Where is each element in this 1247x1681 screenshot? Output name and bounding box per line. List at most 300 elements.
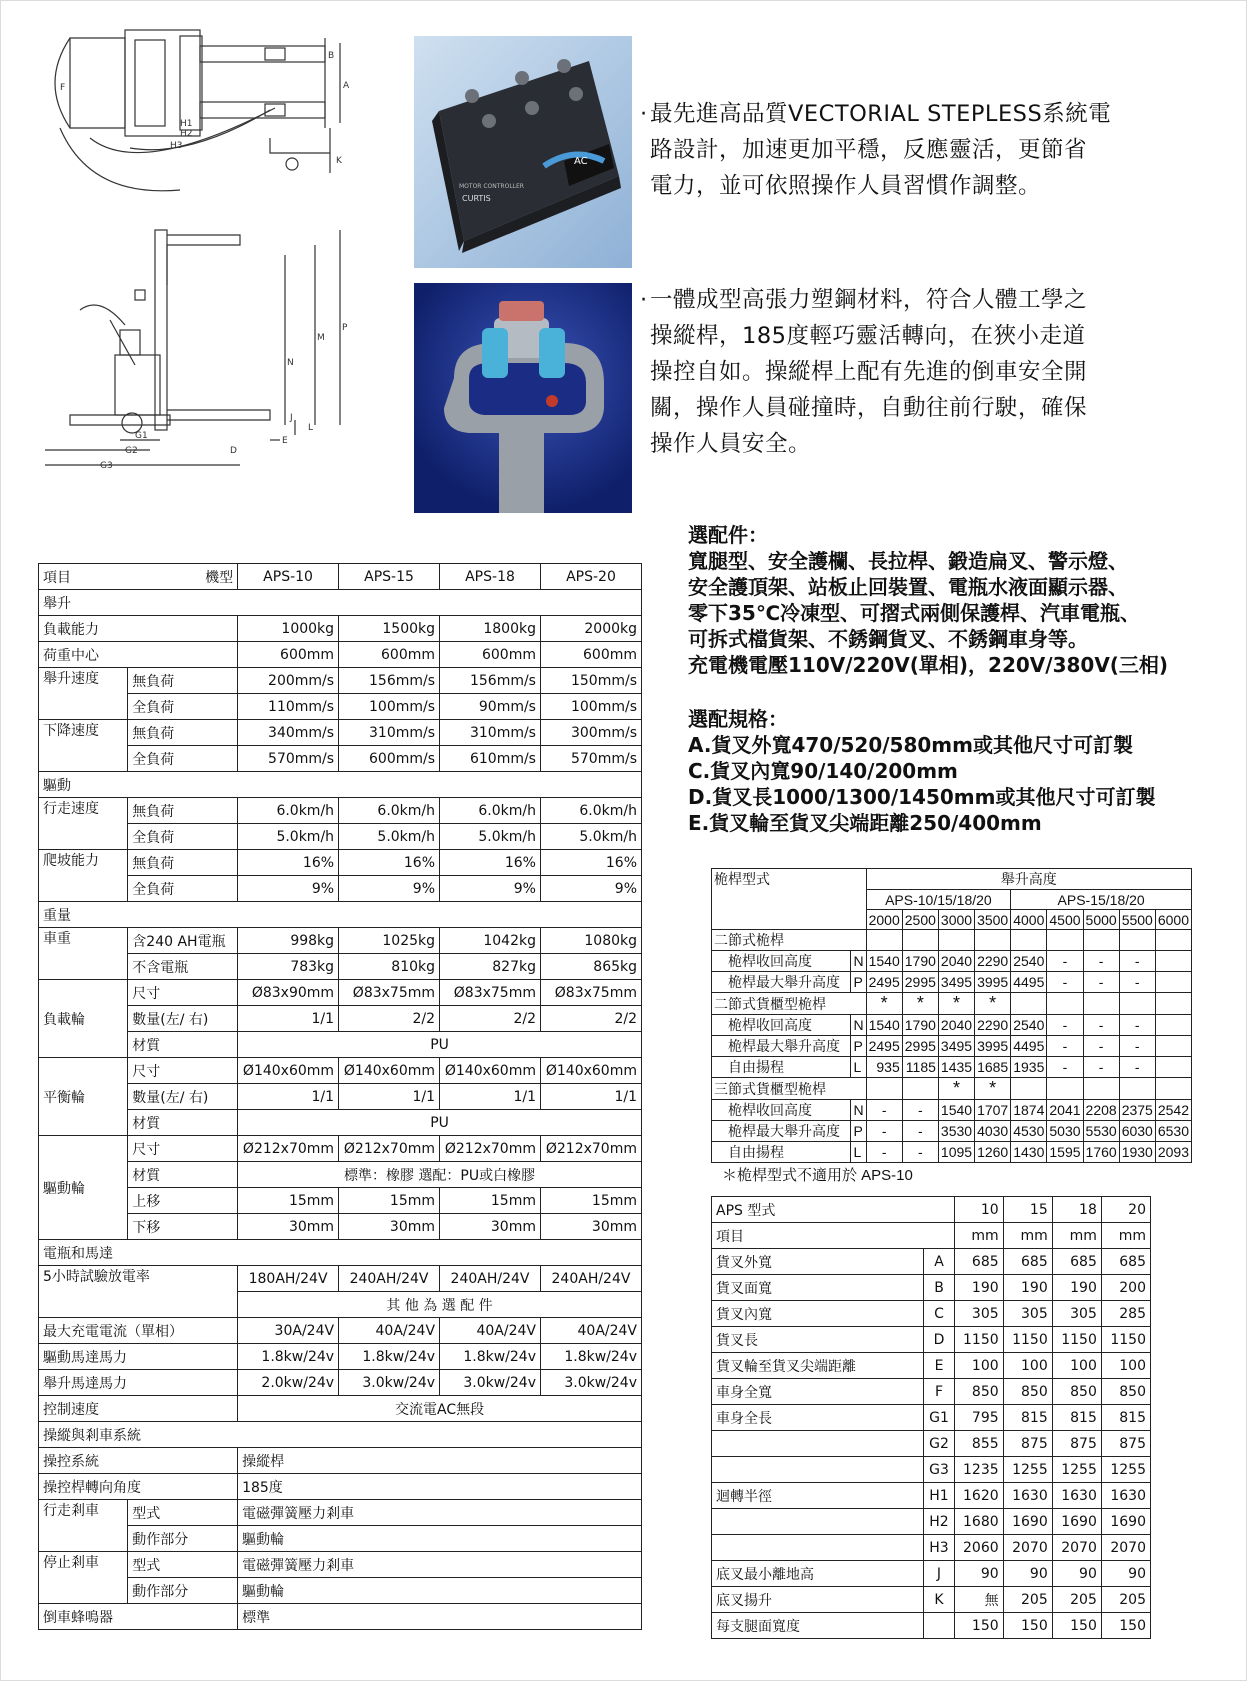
table-row bbox=[712, 1561, 1151, 1587]
value-cell: 850 bbox=[954, 1379, 1003, 1405]
value-cell: 1150 bbox=[1101, 1327, 1150, 1353]
row-label: 平衡輪 bbox=[39, 1058, 128, 1136]
value-cell bbox=[1155, 1036, 1191, 1057]
dim-label-b: B bbox=[328, 51, 335, 61]
value-cell: 2290 bbox=[975, 1015, 1011, 1036]
dim-label-d: D bbox=[230, 446, 237, 456]
value-cell: 685 bbox=[1052, 1249, 1101, 1275]
value-cell: 2540 bbox=[1011, 1015, 1047, 1036]
options-line: 寬腿型、安全護欄、長拉桿、鍛造扁叉、警示燈、 bbox=[688, 549, 1128, 573]
row-label: 貨叉長 bbox=[712, 1327, 924, 1353]
mast-group-row bbox=[712, 993, 1192, 1015]
row-label: 桅桿最大舉升高度 bbox=[712, 1036, 851, 1057]
value-cell: 200 bbox=[1101, 1275, 1150, 1301]
table-row: 上移 15mm 15mm 15mm 15mm bbox=[39, 1188, 642, 1214]
table-row: 操控系統 操縱桿 bbox=[39, 1448, 642, 1474]
mast-group-title: 三節式貨櫃型桅桿 bbox=[712, 1078, 867, 1100]
row-label: 驅動馬達馬力 bbox=[39, 1344, 238, 1370]
value-cell: 2995 bbox=[902, 972, 938, 993]
row-code: H3 bbox=[924, 1535, 954, 1561]
value-cell bbox=[1155, 951, 1191, 972]
value-cell: 815 bbox=[1052, 1405, 1101, 1431]
value-cell: 4495 bbox=[1011, 1036, 1047, 1057]
value-cell: 2495 bbox=[866, 1036, 902, 1057]
value-cell: 815 bbox=[1003, 1405, 1052, 1431]
table-row: 材質 標準：橡膠 選配：PU或白橡膠 bbox=[39, 1162, 642, 1188]
row-label: 貨叉面寬 bbox=[712, 1275, 924, 1301]
value-cell: 150 bbox=[1003, 1613, 1052, 1639]
model-header: APS-20 bbox=[540, 564, 641, 590]
value-cell: 1255 bbox=[1101, 1457, 1150, 1483]
table-row: 行走剎車 型式 電磁彈簧壓力剎車 bbox=[39, 1500, 642, 1526]
value-cell: 1430 bbox=[1011, 1142, 1047, 1163]
row-code: L bbox=[851, 1057, 866, 1078]
row-label: 迴轉半徑 bbox=[712, 1483, 924, 1509]
value-cell: 1690 bbox=[1101, 1509, 1150, 1535]
value-cell: - bbox=[1047, 951, 1083, 972]
feature-line: 操作人員安全。 bbox=[650, 431, 812, 457]
table-row: 荷重中心 600mm 600mm 600mm 600mm bbox=[39, 642, 642, 668]
value-cell: 3995 bbox=[975, 972, 1011, 993]
value-cell: 2375 bbox=[1119, 1100, 1155, 1121]
row-label: 行走速度 bbox=[39, 798, 128, 850]
feature-line: 路設計，加速更加平穩，反應靈活，更節省 bbox=[650, 137, 1088, 163]
row-code: L bbox=[851, 1142, 866, 1163]
header-cell: APS-10/15/18/20 bbox=[866, 890, 1011, 910]
value-cell: 190 bbox=[1052, 1275, 1101, 1301]
value-cell: - bbox=[866, 1100, 902, 1121]
table-row: 全負荷 110mm/s 100mm/s 90mm/s 100mm/s bbox=[39, 694, 642, 720]
star-mark bbox=[866, 1078, 902, 1100]
row-label bbox=[712, 1509, 924, 1535]
mast-note: ＊桅桿型式不適用於 APS-10 bbox=[722, 1167, 913, 1184]
row-code bbox=[924, 1613, 954, 1639]
option-spec-line: C.貨叉內寬90/140/200mm bbox=[688, 759, 958, 783]
value-cell: 1260 bbox=[975, 1142, 1011, 1163]
table-row bbox=[712, 1301, 1151, 1327]
value-cell: 1690 bbox=[1052, 1509, 1101, 1535]
row-label: 爬坡能力 bbox=[39, 850, 128, 902]
value-cell: 3530 bbox=[938, 1121, 974, 1142]
table-row: 驅動馬達馬力 1.8kw/24v 1.8kw/24v 1.8kw/24v 1.8kw/24v bbox=[39, 1344, 642, 1370]
value-cell: 2060 bbox=[954, 1535, 1003, 1561]
row-code: B bbox=[924, 1275, 954, 1301]
value-cell: 1685 bbox=[975, 1057, 1011, 1078]
table-row bbox=[712, 1483, 1151, 1509]
value-cell bbox=[1155, 972, 1191, 993]
table-row bbox=[712, 1353, 1151, 1379]
controller-photo bbox=[414, 36, 632, 268]
row-label bbox=[712, 1535, 924, 1561]
value-cell: 935 bbox=[866, 1057, 902, 1078]
star-mark bbox=[1155, 1078, 1191, 1100]
value-cell: 1540 bbox=[866, 1015, 902, 1036]
table-row: 爬坡能力 無負荷 16% 16% 16% 16% bbox=[39, 850, 642, 876]
value-cell: 1935 bbox=[1011, 1057, 1047, 1078]
table-row: APS 型式 10 15 18 20 bbox=[712, 1197, 1151, 1223]
feature-line: 操控自如。操縱桿上配有先進的倒車安全開 bbox=[650, 359, 1088, 385]
row-label: 桅桿最大舉升高度 bbox=[712, 1121, 851, 1142]
dim-label-g3: G3 bbox=[100, 461, 113, 471]
value-cell: 2040 bbox=[938, 951, 974, 972]
star-mark bbox=[1155, 930, 1191, 951]
table-row: 數量(左/ 右) 1/1 2/2 2/2 2/2 bbox=[39, 1006, 642, 1032]
table-row bbox=[712, 972, 1192, 993]
mast-group-title: 二節式桅桿 bbox=[712, 930, 867, 951]
table-row: 下降速度 無負荷 340mm/s 310mm/s 310mm/s 300mm/s bbox=[39, 720, 642, 746]
row-label: 5小時試驗放電率 bbox=[39, 1266, 238, 1318]
row-label: 荷重中心 bbox=[39, 642, 238, 668]
table-row bbox=[712, 1509, 1151, 1535]
value-cell: - bbox=[1083, 1015, 1119, 1036]
value-cell: 2041 bbox=[1047, 1100, 1083, 1121]
model-header: APS-10 bbox=[238, 564, 339, 590]
value-cell: 2540 bbox=[1011, 951, 1047, 972]
header-cell: APS 型式 bbox=[712, 1197, 955, 1223]
value-cell: 1150 bbox=[1003, 1327, 1052, 1353]
section-row bbox=[39, 590, 642, 616]
value-cell: 90 bbox=[1003, 1561, 1052, 1587]
table-row bbox=[712, 1015, 1192, 1036]
value-cell bbox=[1155, 1057, 1191, 1078]
value-cell: - bbox=[1119, 1015, 1155, 1036]
star-mark bbox=[1119, 1078, 1155, 1100]
value-cell: - bbox=[1083, 972, 1119, 993]
value-cell: 1790 bbox=[902, 951, 938, 972]
table-row: 負載能力 1000kg 1500kg 1800kg 2000kg bbox=[39, 616, 642, 642]
dim-label-e: E bbox=[282, 436, 288, 446]
value-cell: 3995 bbox=[975, 1036, 1011, 1057]
row-label: 操控系統 bbox=[39, 1448, 238, 1474]
value-cell: 1435 bbox=[938, 1057, 974, 1078]
value-cell: 4495 bbox=[1011, 972, 1047, 993]
row-label bbox=[712, 1457, 924, 1483]
header-cell: APS-15/18/20 bbox=[1011, 890, 1192, 910]
star-mark bbox=[1011, 993, 1047, 1015]
table-row: 其 他 為 選 配 件 bbox=[39, 1292, 642, 1318]
value-cell: - bbox=[902, 1142, 938, 1163]
value-cell: - bbox=[866, 1121, 902, 1142]
row-label: 車身全長 bbox=[712, 1405, 924, 1431]
row-label: 驅動輪 bbox=[39, 1136, 128, 1240]
value-cell: 875 bbox=[1101, 1431, 1150, 1457]
value-cell: 1630 bbox=[1101, 1483, 1150, 1509]
value-cell: 100 bbox=[954, 1353, 1003, 1379]
value-cell bbox=[1155, 1015, 1191, 1036]
value-cell: 2995 bbox=[902, 1036, 938, 1057]
star-mark: * bbox=[975, 993, 1011, 1015]
row-label bbox=[712, 1431, 924, 1457]
value-cell: 1930 bbox=[1119, 1142, 1155, 1163]
star-mark bbox=[1083, 993, 1119, 1015]
value-cell: 1255 bbox=[1052, 1457, 1101, 1483]
section-title: 操縱與剎車系統 bbox=[39, 1422, 642, 1448]
dim-label-l: L bbox=[308, 423, 314, 433]
value-cell: - bbox=[1083, 1057, 1119, 1078]
star-mark bbox=[1083, 930, 1119, 951]
value-cell: 1874 bbox=[1011, 1100, 1047, 1121]
row-label: 負載輪 bbox=[39, 980, 128, 1058]
star-mark: * bbox=[902, 993, 938, 1015]
row-code: N bbox=[851, 1015, 866, 1036]
row-label: 舉升馬達馬力 bbox=[39, 1370, 238, 1396]
table-row: 動作部分 驅動輪 bbox=[39, 1578, 642, 1604]
mast-table bbox=[711, 868, 1192, 1163]
value-cell: 850 bbox=[1101, 1379, 1150, 1405]
value-cell: 855 bbox=[954, 1431, 1003, 1457]
table-row: 不含電瓶 783kg 810kg 827kg 865kg bbox=[39, 954, 642, 980]
row-code: P bbox=[851, 1121, 866, 1142]
value-cell: 815 bbox=[1101, 1405, 1150, 1431]
value-cell: 1185 bbox=[902, 1057, 938, 1078]
star-mark bbox=[902, 930, 938, 951]
dim-label-g1: G1 bbox=[135, 431, 148, 441]
options-line: 可拆式檔貨架、不銹鋼貨叉、不銹鋼車身等。 bbox=[688, 627, 1088, 651]
value-cell: 1680 bbox=[954, 1509, 1003, 1535]
table-row bbox=[712, 1379, 1151, 1405]
value-cell: - bbox=[1047, 1015, 1083, 1036]
value-cell: 1630 bbox=[1052, 1483, 1101, 1509]
star-mark bbox=[1083, 1078, 1119, 1100]
row-label: 底叉揚升 bbox=[712, 1587, 924, 1613]
section-title: 重量 bbox=[39, 902, 642, 928]
value-cell: 1790 bbox=[902, 1015, 938, 1036]
table-row: 負載輪 尺寸 Ø83x90mm Ø83x75mm Ø83x75mm Ø83x75mm bbox=[39, 980, 642, 1006]
section-title: 舉升 bbox=[39, 590, 642, 616]
row-code: F bbox=[924, 1379, 954, 1405]
table-row: 材質 PU bbox=[39, 1110, 642, 1136]
value-cell: 2070 bbox=[1101, 1535, 1150, 1561]
row-label: 貨叉內寬 bbox=[712, 1301, 924, 1327]
dim-label-h2: H2 bbox=[180, 129, 193, 139]
row-label: 最大充電電流（單相） bbox=[39, 1318, 238, 1344]
dim-label-g2: G2 bbox=[125, 446, 138, 456]
table-row bbox=[712, 951, 1192, 972]
value-cell: - bbox=[866, 1142, 902, 1163]
value-cell: 90 bbox=[954, 1561, 1003, 1587]
row-label: 桅桿收回高度 bbox=[712, 951, 851, 972]
value-cell: 1540 bbox=[938, 1100, 974, 1121]
value-cell: 4030 bbox=[975, 1121, 1011, 1142]
row-label: 控制速度 bbox=[39, 1396, 238, 1422]
row-label: 桅桿最大舉升高度 bbox=[712, 972, 851, 993]
height-header: 6000 bbox=[1155, 910, 1191, 930]
star-mark: * bbox=[975, 1078, 1011, 1100]
table-row: 控制速度 交流電AC無段 bbox=[39, 1396, 642, 1422]
value-cell: 305 bbox=[1003, 1301, 1052, 1327]
value-cell: 685 bbox=[1003, 1249, 1052, 1275]
star-mark bbox=[1011, 930, 1047, 951]
row-code: D bbox=[924, 1327, 954, 1353]
value-cell: 150 bbox=[954, 1613, 1003, 1639]
height-header: 4000 bbox=[1011, 910, 1047, 930]
table-row bbox=[712, 1275, 1151, 1301]
table-row: 動作部分 驅動輪 bbox=[39, 1526, 642, 1552]
table-row bbox=[712, 1121, 1192, 1142]
table-row: 行走速度 無負荷 6.0km/h 6.0km/h 6.0km/h 6.0km/h bbox=[39, 798, 642, 824]
dim-label-f: F bbox=[60, 83, 66, 93]
options-section bbox=[688, 522, 1228, 836]
table-row: 舉升馬達馬力 2.0kw/24v 3.0kw/24v 3.0kw/24v 3.0kw/24v bbox=[39, 1370, 642, 1396]
row-code: K bbox=[924, 1587, 954, 1613]
value-cell: - bbox=[902, 1121, 938, 1142]
height-header: 5500 bbox=[1119, 910, 1155, 930]
value-cell: 305 bbox=[1052, 1301, 1101, 1327]
mast-group-row bbox=[712, 930, 1192, 951]
value-cell: 4530 bbox=[1011, 1121, 1047, 1142]
star-mark bbox=[1011, 1078, 1047, 1100]
star-mark: * bbox=[938, 993, 974, 1015]
value-cell: - bbox=[902, 1100, 938, 1121]
handle-photo bbox=[414, 283, 632, 513]
table-row: 車重 含240 AH電瓶 998kg 1025kg 1042kg 1080kg bbox=[39, 928, 642, 954]
row-code: P bbox=[851, 972, 866, 993]
value-cell: 1095 bbox=[938, 1142, 974, 1163]
row-code: N bbox=[851, 1100, 866, 1121]
row-label: 桅桿收回高度 bbox=[712, 1015, 851, 1036]
star-mark bbox=[1155, 993, 1191, 1015]
option-spec-line: E.貨叉輪至貨叉尖端距離250/400mm bbox=[688, 811, 1042, 835]
table-row: 最大充電電流（單相） 30A/24V 40A/24V 40A/24V 40A/24V bbox=[39, 1318, 642, 1344]
height-header: 5000 bbox=[1083, 910, 1119, 930]
value-cell: 1255 bbox=[1003, 1457, 1052, 1483]
side-view-drawing bbox=[40, 225, 370, 515]
table-row: 5小時試驗放電率 180AH/24V 240AH/24V 240AH/24V 240AH/24V bbox=[39, 1266, 642, 1292]
dim-label-m: M bbox=[317, 333, 325, 343]
row-label: 車重 bbox=[39, 928, 128, 980]
table-row: 下移 30mm 30mm 30mm 30mm bbox=[39, 1214, 642, 1240]
dim-label-p: P bbox=[342, 323, 348, 333]
option-spec-line: D.貨叉長1000/1300/1450mm或其他尺寸可訂製 bbox=[688, 785, 1156, 809]
value-cell: 795 bbox=[954, 1405, 1003, 1431]
value-cell: - bbox=[1119, 1036, 1155, 1057]
value-cell: 2070 bbox=[1052, 1535, 1101, 1561]
row-code: N bbox=[851, 951, 866, 972]
section-row bbox=[39, 1240, 642, 1266]
value-cell: - bbox=[1047, 1036, 1083, 1057]
star-mark: * bbox=[938, 1078, 974, 1100]
value-cell: 1760 bbox=[1083, 1142, 1119, 1163]
section-title: 驅動 bbox=[39, 772, 642, 798]
value-cell: 100 bbox=[1003, 1353, 1052, 1379]
star-mark bbox=[1047, 930, 1083, 951]
table-row bbox=[712, 1405, 1151, 1431]
table-row bbox=[712, 1587, 1151, 1613]
value-cell: 2040 bbox=[938, 1015, 974, 1036]
table-row: 材質 PU bbox=[39, 1032, 642, 1058]
value-cell: 1690 bbox=[1003, 1509, 1052, 1535]
table-row bbox=[712, 1100, 1192, 1121]
value-cell: 無 bbox=[954, 1587, 1003, 1613]
value-cell: 850 bbox=[1003, 1379, 1052, 1405]
row-label: 操控桿轉向角度 bbox=[39, 1474, 238, 1500]
value-cell: 2208 bbox=[1083, 1100, 1119, 1121]
table-row bbox=[712, 1036, 1192, 1057]
header-cell: 桅桿型式 bbox=[712, 869, 867, 930]
dimension-table bbox=[711, 1196, 1151, 1639]
table-row bbox=[712, 1057, 1192, 1078]
section-title: 電瓶和馬達 bbox=[39, 1240, 642, 1266]
value-cell: - bbox=[1047, 1057, 1083, 1078]
header-cell: 項目 bbox=[712, 1223, 955, 1249]
table-row: 全負荷 5.0km/h 5.0km/h 5.0km/h 5.0km/h bbox=[39, 824, 642, 850]
table-row bbox=[712, 1142, 1192, 1163]
row-label: 車身全寬 bbox=[712, 1379, 924, 1405]
option-spec-line: A.貨叉外寬470/520/580mm或其他尺寸可訂製 bbox=[688, 733, 1133, 757]
value-cell: 5030 bbox=[1047, 1121, 1083, 1142]
star-mark bbox=[866, 930, 902, 951]
row-label: 倒車蜂鳴器 bbox=[39, 1604, 238, 1630]
value-cell: 3495 bbox=[938, 1036, 974, 1057]
row-label: 每支腿面寬度 bbox=[712, 1613, 924, 1639]
row-label: 底叉最小離地高 bbox=[712, 1561, 924, 1587]
value-cell: 205 bbox=[1003, 1587, 1052, 1613]
section-row bbox=[39, 902, 642, 928]
options-line: 安全護頂架、站板止回裝置、電瓶水液面顯示器、 bbox=[688, 575, 1128, 599]
row-label: 貨叉輪至貨叉尖端距離 bbox=[712, 1353, 924, 1379]
table-row: 舉升速度 無負荷 200mm/s 156mm/s 156mm/s 150mm/s bbox=[39, 668, 642, 694]
value-cell: 150 bbox=[1101, 1613, 1150, 1639]
row-label: 下降速度 bbox=[39, 720, 128, 772]
value-cell: 100 bbox=[1101, 1353, 1150, 1379]
table-row: 全負荷 9% 9% 9% 9% bbox=[39, 876, 642, 902]
table-row bbox=[712, 1249, 1151, 1275]
feature-controller: · 最先進高品質VECTORIAL STEPLESS系統電 路設計，加速更加平穩，反應靈活，更節省 電力，並可依照操作人員習慣作調整。 bbox=[650, 96, 1225, 204]
section-row bbox=[39, 772, 642, 798]
value-cell: 305 bbox=[954, 1301, 1003, 1327]
section-row bbox=[39, 1422, 642, 1448]
value-cell: 6530 bbox=[1155, 1121, 1191, 1142]
value-cell: 2093 bbox=[1155, 1142, 1191, 1163]
feature-line: 最先進高品質VECTORIAL STEPLESS系統電 bbox=[650, 101, 1112, 127]
star-mark bbox=[1119, 993, 1155, 1015]
value-cell: 285 bbox=[1101, 1301, 1150, 1327]
dim-label-h3: H3 bbox=[170, 141, 183, 151]
dim-label-k: K bbox=[336, 156, 342, 166]
dim-label-n: N bbox=[287, 358, 294, 368]
options-line: 零下35℃冷凍型、可摺式兩側保護桿、汽車電瓶、 bbox=[688, 601, 1141, 625]
value-cell: 875 bbox=[1052, 1431, 1101, 1457]
star-mark bbox=[902, 1078, 938, 1100]
value-cell: 90 bbox=[1101, 1561, 1150, 1587]
feature-line: 電力，並可依照操作人員習慣作調整。 bbox=[650, 173, 1042, 199]
value-cell: 1595 bbox=[1047, 1142, 1083, 1163]
table-row bbox=[712, 1457, 1151, 1483]
value-cell: 205 bbox=[1052, 1587, 1101, 1613]
value-cell: 1630 bbox=[1003, 1483, 1052, 1509]
value-cell: 2290 bbox=[975, 951, 1011, 972]
value-cell: 2495 bbox=[866, 972, 902, 993]
row-label: 貨叉外寬 bbox=[712, 1249, 924, 1275]
row-code: A bbox=[924, 1249, 954, 1275]
star-mark bbox=[938, 930, 974, 951]
controller-brand: CURTIS bbox=[462, 194, 491, 203]
value-cell: 2542 bbox=[1155, 1100, 1191, 1121]
dim-label-h1: H1 bbox=[180, 119, 193, 129]
value-cell: 1707 bbox=[975, 1100, 1011, 1121]
row-label: 自由揚程 bbox=[712, 1142, 851, 1163]
value-cell: 875 bbox=[1003, 1431, 1052, 1457]
controller-caption: MOTOR CONTROLLER bbox=[459, 183, 524, 190]
value-cell: - bbox=[1119, 972, 1155, 993]
controller-ac-label: AC bbox=[574, 156, 588, 167]
dim-label-j: J bbox=[290, 413, 293, 423]
table-row bbox=[712, 1327, 1151, 1353]
height-header: 2500 bbox=[902, 910, 938, 930]
table-row: 數量(左/ 右) 1/1 1/1 1/1 1/1 bbox=[39, 1084, 642, 1110]
value-cell: 1235 bbox=[954, 1457, 1003, 1483]
star-mark bbox=[1047, 1078, 1083, 1100]
